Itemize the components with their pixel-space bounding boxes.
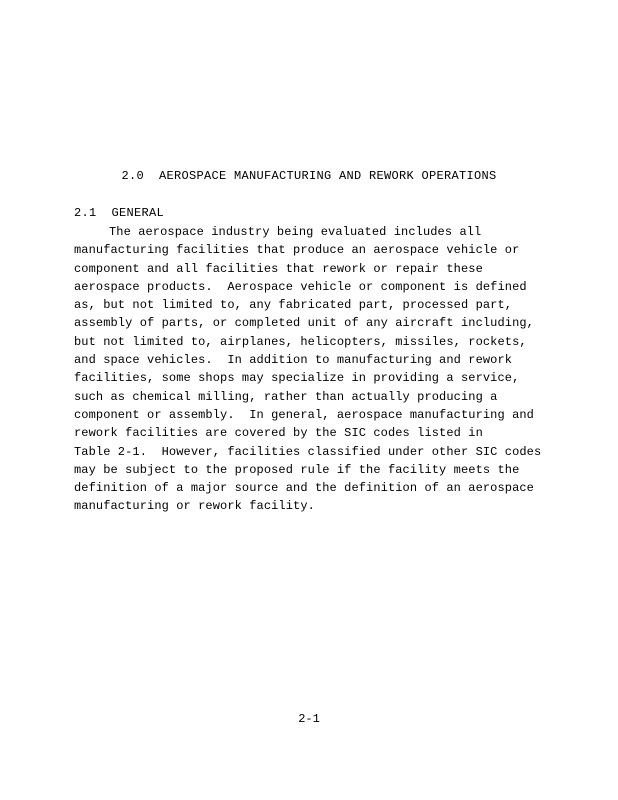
paragraph-line: and space vehicles. In addition to manufacturing and rework [74,353,513,368]
paragraph-line: manufacturing facilities that produce an aerospace vehicle or [74,243,520,258]
paragraph-line: but not limited to, airplanes, helicopters, missiles, rockets, [74,334,527,349]
paragraph-line: Table 2-1. However, facilities classified under other SIC codes [74,444,542,459]
body-paragraph [74,223,544,516]
paragraph-line: The aerospace industry being evaluated includes all [109,225,482,239]
paragraph-line: component and all facilities that rework or repair these [74,261,483,276]
paragraph-line: manufacturing or rework facility. [74,499,315,514]
page-number: 2-1 [298,712,320,726]
paragraph-line: as, but not limited to, any fabricated part, processed part, [74,298,513,313]
paragraph-line: definition of a major source and the definition of an aerospace [74,481,534,496]
section-heading: 2.1 GENERAL [74,206,165,220]
paragraph-line: facilities, some shops may specialize in providing a service, [74,371,520,386]
paragraph-line: aerospace products. Aerospace vehicle or component is defined [74,279,527,294]
chapter-title: 2.0 AEROSPACE MANUFACTURING AND REWORK OPERATIONS [121,169,497,183]
paragraph-line: assembly of parts, or completed unit of any aircraft including, [74,316,534,331]
paragraph-line: such as chemical milling, rather than actually producing a [74,389,498,404]
paragraph-line: may be subject to the proposed rule if the facility meets the [74,462,520,477]
paragraph-line: component or assembly. In general, aerospace manufacturing and [74,407,534,422]
paragraph-line: rework facilities are covered by the SIC codes listed in [74,426,483,441]
